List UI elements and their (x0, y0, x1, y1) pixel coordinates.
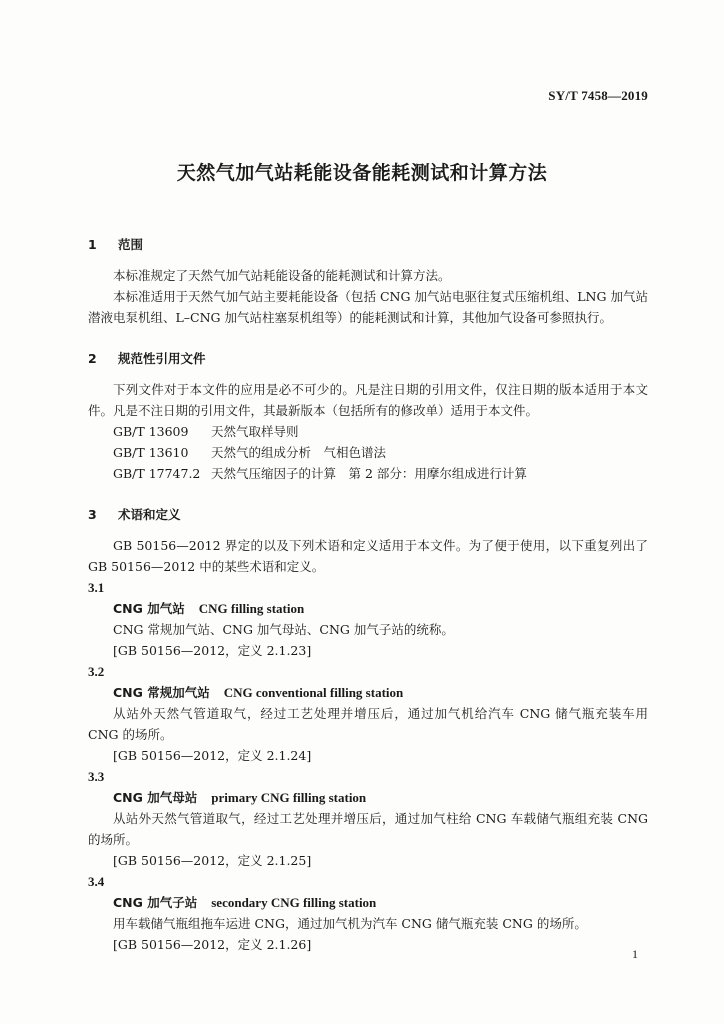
section-heading-scope (88, 234, 648, 255)
reference-item (88, 442, 648, 463)
term-name-en: CNG conventional filling station (223, 685, 404, 700)
term-name-en: secondary CNG filling station (211, 895, 377, 910)
term-definition: 用车载储气瓶组拖车运进 CNG，通过加气机为汽车 CNG 储气瓶充装 CNG 的场所。 (113, 916, 587, 931)
section-heading-terms (88, 504, 648, 525)
term-definition: 从站外天然气管道取气，经过工艺处理并增压后，通过加气柱给 CNG 车载储气瓶组充装 CNG 的场所。 (88, 811, 648, 847)
term-name-en: CNG filling station (198, 601, 305, 616)
paragraph: 下列文件对于本文件的应用是必不可少的。凡是注日期的引用文件，仅注日期的版本适用于本文件。凡是不注日期的引用文件，其最新版本（包括所有的修改单）适用于本文件。 (88, 382, 648, 418)
term-name-zh: CNG 常规加气站 (113, 685, 210, 700)
term-number: 3.1 (88, 580, 105, 595)
term-number: 3.3 (88, 769, 105, 784)
term-source: [GB 50156—2012，定义 2.1.25] (113, 853, 312, 868)
term-definition: CNG 常规加气站、CNG 加气母站、CNG 加气子站的统称。 (113, 622, 454, 637)
term-name (88, 682, 648, 703)
reference-item (88, 421, 648, 442)
term-name-en: primary CNG filling station (211, 790, 367, 805)
term-name-zh: CNG 加气母站 (113, 790, 198, 805)
reference-item (88, 463, 648, 484)
term-source: [GB 50156—2012，定义 2.1.23] (113, 643, 312, 658)
paragraph: GB 50156—2012 界定的以及下列术语和定义适用于本文件。为了便于使用，以下重复列出了 GB 50156—2012 中的某些术语和定义。 (88, 538, 648, 574)
section-number: 1 (88, 237, 97, 252)
section-heading-normative-references (88, 348, 648, 369)
section-title: 术语和定义 (118, 507, 181, 522)
term-source: [GB 50156—2012，定义 2.1.24] (113, 748, 312, 763)
reference-code: GB/T 13609 (113, 424, 189, 439)
document-title: 天然气加气站耗能设备能耗测试和计算方法 (176, 162, 548, 184)
term-name-zh: CNG 加气站 (113, 601, 185, 616)
term-name (88, 787, 648, 808)
term-source: [GB 50156—2012，定义 2.1.26] (113, 937, 312, 952)
term-definition: 从站外天然气管道取气，经过工艺处理并增压后，通过加气机给汽车 CNG 储气瓶充装车用 CNG 的场所。 (88, 706, 648, 742)
page-number: 1 (632, 947, 638, 961)
section-number: 2 (88, 351, 97, 366)
term-name (88, 598, 648, 619)
reference-code: GB/T 13610 (113, 445, 189, 460)
term-name-zh: CNG 加气子站 (113, 895, 198, 910)
section-number: 3 (88, 507, 97, 522)
paragraph: 本标准适用于天然气加气站主要耗能设备（包括 CNG 加气站电驱往复式压缩机组、LNG 加气站潜液电泵机组、L–CNG 加气站柱塞泵机组等）的能耗测试和计算，其他加气设备可参照执行。 (88, 289, 648, 325)
term-number: 3.4 (88, 874, 105, 889)
reference-title: 天然气的组成分析 气相色谱法 (211, 445, 387, 460)
section-title: 规范性引用文件 (118, 351, 206, 366)
term-number: 3.2 (88, 664, 105, 679)
document-body (88, 234, 648, 955)
reference-code: GB/T 17747.2 (113, 466, 201, 481)
section-title: 范围 (118, 237, 144, 252)
reference-title: 天然气取样导则 (211, 424, 299, 439)
term-name (88, 892, 648, 913)
paragraph: 本标准规定了天然气加气站耗能设备的能耗测试和计算方法。 (113, 268, 451, 283)
reference-title: 天然气压缩因子的计算 第 2 部分：用摩尔组成进行计算 (211, 466, 527, 481)
standard-number: SY/T 7458—2019 (548, 88, 648, 103)
